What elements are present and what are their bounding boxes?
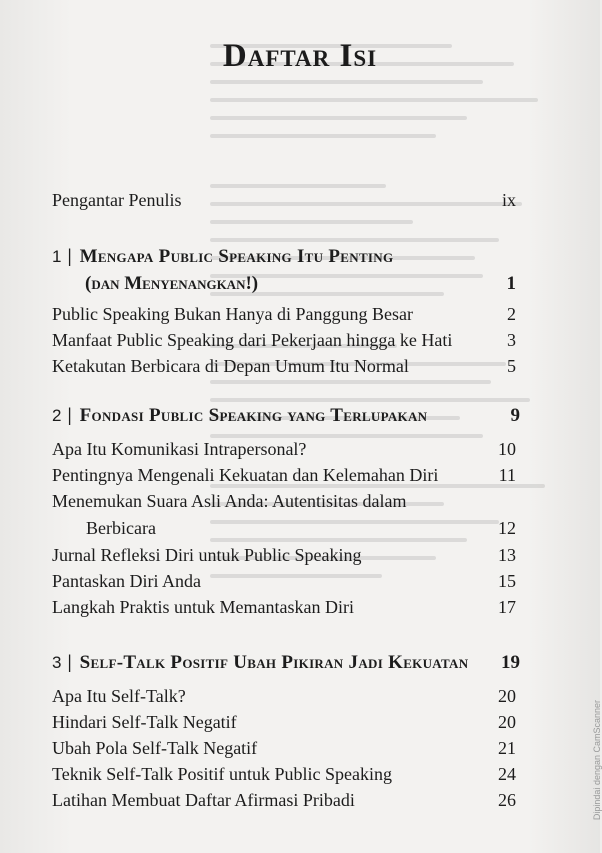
chapter-2-heading[interactable] <box>52 405 520 427</box>
chapter-title-line2: (dan Menyenangkan!) <box>85 273 259 294</box>
entry-page: 13 <box>498 545 516 565</box>
toc-entry[interactable] <box>52 597 516 618</box>
entry-page: 24 <box>498 764 516 784</box>
entry-label: Ketakutan Berbicara di Depan Umum Itu Normal <box>52 356 409 376</box>
toc-entry[interactable] <box>52 712 516 733</box>
chapter-1-heading-cont[interactable] <box>85 273 516 295</box>
toc-entry[interactable] <box>52 545 516 566</box>
entry-label: Manfaat Public Speaking dari Pekerjaan hingga ke Hati <box>52 330 453 350</box>
chapter-number: 2 <box>52 406 62 425</box>
entry-page: 2 <box>507 304 516 324</box>
toc-entry[interactable] <box>52 491 516 512</box>
entry-page: 20 <box>498 686 516 706</box>
entry-label: Ubah Pola Self-Talk Negatif <box>52 738 258 758</box>
entry-label: Hindari Self-Talk Negatif <box>52 712 237 732</box>
chapter-title: Self-Talk Positif Ubah Pikiran Jadi Kekuatan <box>79 652 469 673</box>
toc-entry[interactable] <box>52 790 516 811</box>
entry-page: 12 <box>498 518 516 538</box>
entry-label: Menemukan Suara Asli Anda: Autentisitas dalam <box>52 491 407 511</box>
entry-label: Pengantar Penulis <box>52 190 182 210</box>
page-title: Daftar Isi <box>222 38 378 74</box>
entry-label: Teknik Self-Talk Positif untuk Public Speaking <box>52 764 392 784</box>
chapter-separator: | <box>67 246 72 267</box>
entry-label: Public Speaking Bukan Hanya di Panggung Besar <box>52 304 413 324</box>
chapter-title: Fondasi Public Speaking yang Terlupakan <box>79 405 428 426</box>
toc-entry[interactable] <box>52 465 516 486</box>
scanner-watermark: Dipindai dengan CamScanner <box>592 700 602 821</box>
entry-page: 10 <box>498 439 516 459</box>
toc-entry-continuation[interactable] <box>86 518 516 539</box>
entry-page: 3 <box>507 330 516 350</box>
entry-label: Langkah Praktis untuk Memantaskan Diri <box>52 597 354 617</box>
toc-entry[interactable] <box>52 356 516 377</box>
entry-page: 5 <box>507 356 516 376</box>
entry-label: Pentingnya Mengenali Kekuatan dan Kelemahan Diri <box>52 465 439 485</box>
entry-label: Pantaskan Diri Anda <box>52 571 201 591</box>
chapter-number: 3 <box>52 653 62 672</box>
chapter-page: 19 <box>501 652 520 673</box>
toc-entry[interactable] <box>52 304 516 325</box>
preface-entry[interactable] <box>52 190 516 211</box>
toc-entry[interactable] <box>52 571 516 592</box>
chapter-separator: | <box>67 405 72 426</box>
toc-entry[interactable] <box>52 439 516 460</box>
entry-page: 20 <box>498 712 516 732</box>
entry-page: 21 <box>498 738 516 758</box>
toc-entry[interactable] <box>52 738 516 759</box>
chapter-page: 9 <box>510 405 520 426</box>
entry-page: 26 <box>498 790 516 810</box>
entry-label: Berbicara <box>86 518 156 538</box>
toc-entry[interactable] <box>52 686 516 707</box>
entry-label: Latihan Membuat Daftar Afirmasi Pribadi <box>52 790 355 810</box>
entry-page: ix <box>501 190 516 210</box>
chapter-page: 1 <box>506 273 516 294</box>
chapter-3-heading[interactable] <box>52 652 520 674</box>
entry-page: 11 <box>498 465 516 485</box>
chapter-1-heading[interactable] <box>52 246 520 268</box>
entry-label: Apa Itu Self-Talk? <box>52 686 186 706</box>
chapter-separator: | <box>67 652 72 673</box>
entry-page: 17 <box>498 597 516 617</box>
entry-label: Jurnal Refleksi Diri untuk Public Speaking <box>52 545 362 565</box>
toc-entry[interactable] <box>52 764 516 785</box>
entry-page: 15 <box>498 571 516 591</box>
entry-label: Apa Itu Komunikasi Intrapersonal? <box>52 439 307 459</box>
toc-entry[interactable] <box>52 330 516 351</box>
chapter-title: Mengapa Public Speaking Itu Penting <box>79 246 394 267</box>
chapter-number: 1 <box>52 247 62 266</box>
